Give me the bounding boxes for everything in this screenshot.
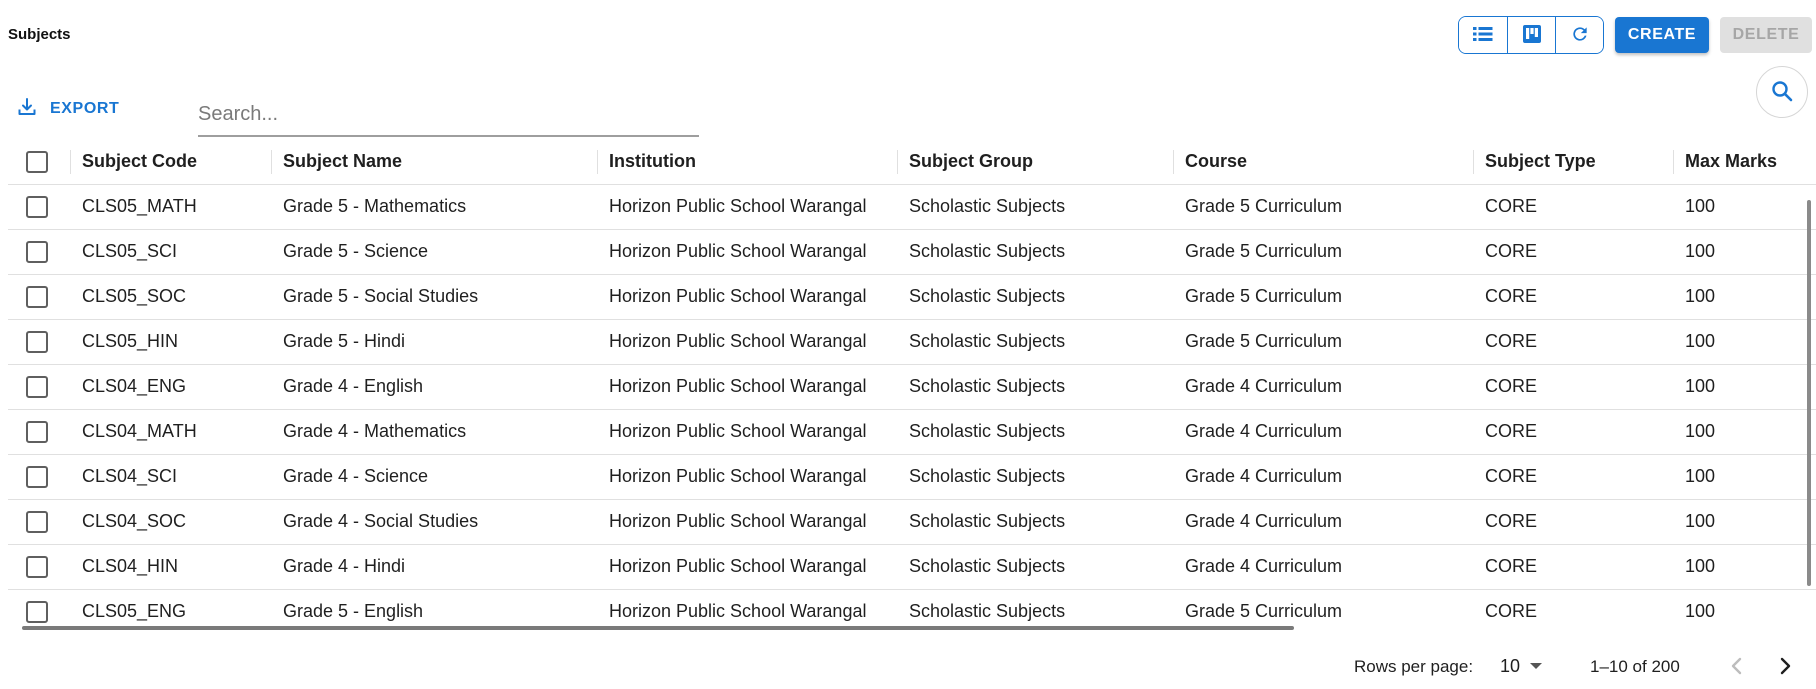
- list-view-icon: [1473, 26, 1493, 45]
- cell-subject-type: CORE: [1473, 409, 1673, 454]
- row-select-cell: [8, 544, 70, 589]
- cell-subject-type: CORE: [1473, 319, 1673, 364]
- cell-subject-code: CLS04_ENG: [70, 364, 271, 409]
- export-label: EXPORT: [50, 100, 120, 117]
- column-header-institution[interactable]: Institution: [597, 140, 897, 184]
- row-checkbox[interactable]: [26, 331, 48, 353]
- column-header-course[interactable]: Course: [1173, 140, 1473, 184]
- table-row[interactable]: [8, 409, 1816, 454]
- cell-max-marks: 100: [1673, 184, 1816, 229]
- table-row[interactable]: [8, 229, 1816, 274]
- cell-subject-type: CORE: [1485, 601, 1538, 622]
- row-checkbox[interactable]: [26, 286, 48, 308]
- cell-course: Grade 4 Curriculum: [1173, 364, 1473, 409]
- cell-subject-group: Scholastic Subjects: [909, 601, 1066, 622]
- table-row[interactable]: [8, 364, 1816, 409]
- cell-subject-name: Grade 4 - Social Studies: [271, 499, 597, 544]
- table-row[interactable]: [8, 499, 1816, 544]
- cell-subject-group: Scholastic Subjects: [897, 454, 1173, 499]
- cell-institution: Horizon Public School Warangal: [597, 274, 897, 319]
- cell-subject-type: CORE: [1473, 454, 1673, 499]
- cell-subject-name: Grade 4 - Science: [271, 454, 597, 499]
- table-header-row: [8, 140, 1816, 184]
- search-input[interactable]: [198, 96, 699, 132]
- vertical-scrollbar[interactable]: [1807, 200, 1811, 586]
- table-row[interactable]: [8, 184, 1816, 229]
- cell-max-marks: 100: [1673, 319, 1816, 364]
- rows-per-page-select[interactable]: [1500, 653, 1542, 679]
- cell-subject-code: CLS05_HIN: [70, 319, 271, 364]
- refresh-icon: [1570, 24, 1590, 47]
- cell-max-marks: 100: [1673, 499, 1816, 544]
- column-header-subject-type[interactable]: Subject Type: [1473, 140, 1673, 184]
- cell-subject-type: CORE: [1473, 274, 1673, 319]
- search-field: [198, 96, 699, 137]
- table-row[interactable]: [8, 544, 1816, 589]
- cell-subject-code: CLS05_ENG: [82, 601, 187, 622]
- row-select-cell: [8, 229, 70, 274]
- cell-institution: Horizon Public School Warangal: [597, 499, 897, 544]
- cell-subject-code: CLS05_SOC: [70, 274, 271, 319]
- select-all-checkbox[interactable]: [26, 151, 48, 173]
- row-select-cell: [8, 364, 70, 409]
- search-icon: [1770, 79, 1794, 106]
- create-button[interactable]: CREATE: [1615, 17, 1709, 53]
- list-view-button[interactable]: [1459, 17, 1507, 53]
- table-row[interactable]: [8, 319, 1816, 364]
- row-checkbox[interactable]: [26, 376, 48, 398]
- row-select-cell: [8, 499, 70, 544]
- row-checkbox[interactable]: [26, 241, 48, 263]
- cell-max-marks: 100: [1673, 544, 1816, 589]
- cell-max-marks: 100: [1673, 454, 1816, 499]
- refresh-button[interactable]: [1555, 17, 1603, 53]
- cell-subject-name: Grade 4 - English: [271, 364, 597, 409]
- page-title: Subjects: [8, 26, 71, 43]
- download-icon: [18, 98, 36, 121]
- select-all-cell: [8, 140, 70, 184]
- cell-subject-code: CLS05_MATH: [70, 184, 271, 229]
- row-select-cell: [8, 184, 70, 229]
- export-button[interactable]: [18, 94, 119, 124]
- cell-subject-name: Grade 5 - Science: [271, 229, 597, 274]
- cell-course: Grade 5 Curriculum: [1173, 184, 1473, 229]
- cell-subject-code: CLS04_SOC: [70, 499, 271, 544]
- cell-max-marks: 100: [1673, 229, 1816, 274]
- cell-subject-group: Scholastic Subjects: [897, 544, 1173, 589]
- cell-course: Grade 4 Curriculum: [1173, 499, 1473, 544]
- cell-course: Grade 4 Curriculum: [1173, 409, 1473, 454]
- cell-course: Grade 5 Curriculum: [1173, 319, 1473, 364]
- cell-institution: Horizon Public School Warangal: [597, 409, 897, 454]
- cell-institution: Horizon Public School Warangal: [597, 184, 897, 229]
- row-select-cell: [8, 454, 70, 499]
- chevron-left-icon: [1730, 657, 1744, 678]
- view-toggle-group: [1458, 16, 1604, 54]
- cell-subject-group: Scholastic Subjects: [897, 274, 1173, 319]
- row-checkbox[interactable]: [26, 511, 48, 533]
- cell-subject-type: CORE: [1473, 544, 1673, 589]
- cell-institution: Horizon Public School Warangal: [597, 319, 897, 364]
- column-header-subject-group[interactable]: Subject Group: [897, 140, 1173, 184]
- cell-subject-name: Grade 4 - Mathematics: [271, 409, 597, 454]
- dropdown-arrow-icon: [1530, 663, 1542, 669]
- table-body: [8, 184, 1816, 634]
- board-view-icon: [1523, 25, 1541, 46]
- cell-subject-code: CLS04_HIN: [70, 544, 271, 589]
- cell-subject-name: Grade 5 - Hindi: [271, 319, 597, 364]
- cell-max-marks: 100: [1673, 274, 1816, 319]
- column-header-max-marks[interactable]: Max Marks: [1673, 140, 1816, 184]
- cell-max-marks: 100: [1673, 364, 1816, 409]
- rows-per-page-value: 10: [1500, 655, 1521, 676]
- cell-course: Grade 4 Curriculum: [1173, 454, 1473, 499]
- row-select-cell: [8, 319, 70, 364]
- cell-institution: Horizon Public School Warangal: [597, 364, 897, 409]
- row-checkbox[interactable]: [26, 196, 48, 218]
- cell-institution: Horizon Public School Warangal: [597, 229, 897, 274]
- horizontal-scrollbar[interactable]: [22, 626, 1294, 630]
- cell-subject-type: CORE: [1473, 184, 1673, 229]
- subjects-table-container: [8, 140, 1816, 634]
- cell-subject-group: Scholastic Subjects: [897, 319, 1173, 364]
- cell-subject-code: CLS04_MATH: [70, 409, 271, 454]
- cell-course: Grade 4 Curriculum: [1173, 544, 1473, 589]
- cell-subject-group: Scholastic Subjects: [897, 409, 1173, 454]
- cell-subject-code: CLS04_SCI: [70, 454, 271, 499]
- board-view-button[interactable]: [1507, 17, 1555, 53]
- cell-subject-code: CLS05_SCI: [70, 229, 271, 274]
- search-button[interactable]: [1756, 66, 1808, 118]
- cell-course: Grade 5 Curriculum: [1173, 274, 1473, 319]
- delete-button[interactable]: DELETE: [1720, 17, 1812, 53]
- chevron-right-icon: [1778, 657, 1792, 678]
- column-header-subject-name[interactable]: Subject Name: [271, 140, 597, 184]
- pagination-bar: [0, 650, 1816, 682]
- cell-max-marks: 100: [1673, 409, 1816, 454]
- cell-course: Grade 5 Curriculum: [1173, 229, 1473, 274]
- cell-institution: Horizon Public School Warangal: [609, 601, 867, 622]
- column-header-subject-code[interactable]: Subject Code: [70, 140, 271, 184]
- cell-subject-name: Grade 5 - Social Studies: [271, 274, 597, 319]
- cell-subject-group: Scholastic Subjects: [897, 499, 1173, 544]
- previous-page-button[interactable]: [1720, 650, 1754, 684]
- row-checkbox[interactable]: [26, 556, 48, 578]
- cell-max-marks: 100: [1685, 601, 1716, 622]
- cell-subject-group: Scholastic Subjects: [897, 184, 1173, 229]
- rows-per-page-label: Rows per page:: [1354, 657, 1474, 676]
- row-select-cell: [8, 409, 70, 454]
- table-row[interactable]: [8, 454, 1816, 499]
- cell-subject-type: CORE: [1473, 229, 1673, 274]
- table-row[interactable]: [8, 274, 1816, 319]
- row-checkbox[interactable]: [26, 601, 48, 623]
- cell-subject-name: Grade 4 - Hindi: [271, 544, 597, 589]
- cell-institution: Horizon Public School Warangal: [597, 544, 897, 589]
- cell-subject-type: CORE: [1473, 499, 1673, 544]
- cell-subject-group: Scholastic Subjects: [897, 229, 1173, 274]
- cell-subject-type: CORE: [1473, 364, 1673, 409]
- cell-subject-name: Grade 5 - English: [283, 601, 424, 622]
- row-checkbox[interactable]: [26, 421, 48, 443]
- next-page-button[interactable]: [1768, 650, 1802, 684]
- cell-institution: Horizon Public School Warangal: [597, 454, 897, 499]
- row-checkbox[interactable]: [26, 466, 48, 488]
- cell-subject-name: Grade 5 - Mathematics: [271, 184, 597, 229]
- cell-course: Grade 5 Curriculum: [1185, 601, 1343, 622]
- pagination-range: 1–10 of 200: [1590, 657, 1680, 676]
- row-select-cell: [8, 274, 70, 319]
- cell-subject-group: Scholastic Subjects: [897, 364, 1173, 409]
- subjects-table: [8, 140, 1816, 634]
